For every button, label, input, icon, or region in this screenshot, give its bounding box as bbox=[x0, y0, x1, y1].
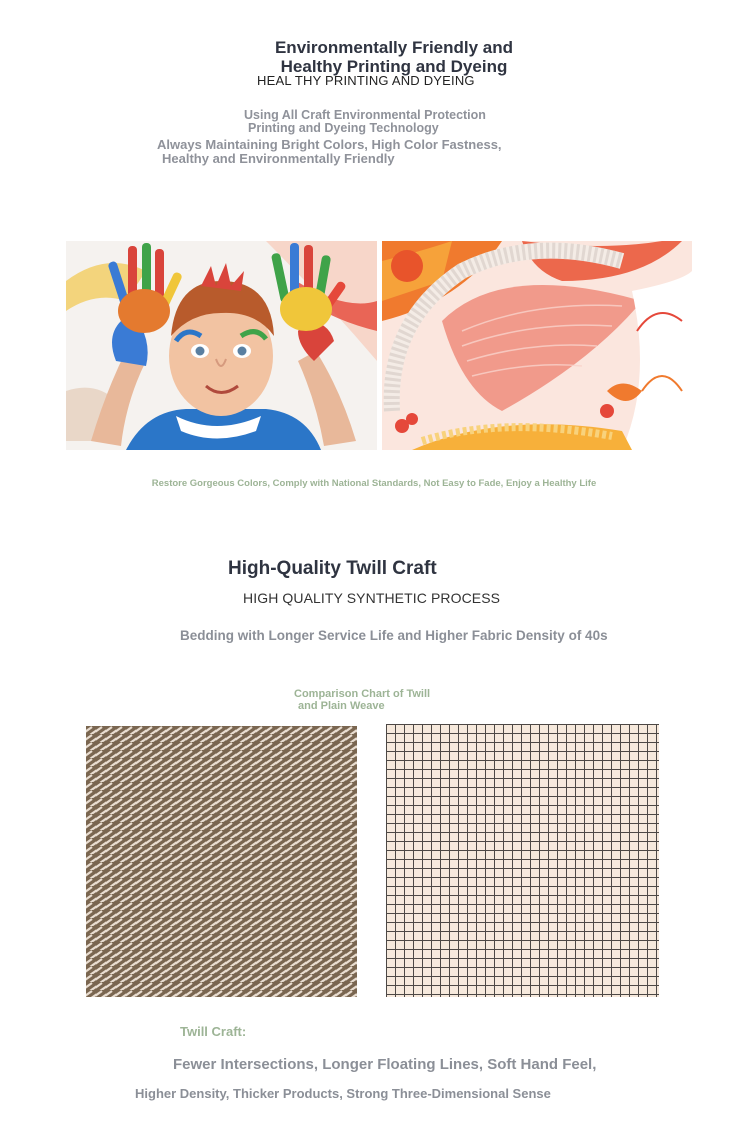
printing-caption: Restore Gorgeous Colors, Comply with National Standards, Not Easy to Fade, Enjoy a Healthy Life bbox=[151, 478, 597, 489]
twill-weave-swatch bbox=[86, 726, 357, 997]
plain-weave-swatch bbox=[386, 724, 659, 997]
subtitle-caps-twill: HIGH QUALITY SYNTHETIC PROCESS bbox=[243, 590, 501, 606]
floral-fitted-sheet-photo bbox=[382, 241, 692, 450]
twill-benefits-line-1: Fewer Intersections, Longer Floating Lines, Soft Hand Feel, bbox=[173, 1056, 597, 1073]
subtitle-caps-printing: HEAL THY PRINTING AND DYEING bbox=[257, 73, 475, 88]
comparison-chart-title bbox=[294, 689, 430, 712]
description-colors bbox=[157, 138, 502, 166]
twill-benefits-line-2: Higher Density, Thicker Products, Strong Three-Dimensional Sense bbox=[135, 1086, 551, 1101]
section-title-twill: High-Quality Twill Craft bbox=[228, 558, 437, 579]
description-craft bbox=[244, 109, 486, 135]
chart-title-line-2: and Plain Weave bbox=[298, 699, 385, 712]
section-title-printing bbox=[0, 38, 750, 76]
description-line-4: Healthy and Environmentally Friendly bbox=[162, 151, 395, 166]
description-line-1: Using All Craft Environmental Protection bbox=[244, 108, 486, 122]
description-line-2: Printing and Dyeing Technology bbox=[248, 121, 439, 135]
title-line-2: Healthy Printing and Dyeing bbox=[280, 57, 508, 76]
chart-title-line-1: Comparison Chart of Twill bbox=[294, 688, 431, 700]
title-line-1: Environmentally Friendly and bbox=[274, 38, 514, 57]
twill-craft-label: Twill Craft: bbox=[180, 1024, 247, 1039]
description-density: Bedding with Longer Service Life and Higher Fabric Density of 40s bbox=[180, 628, 608, 643]
description-line-3: Always Maintaining Bright Colors, High Color Fastness, bbox=[157, 137, 502, 152]
boy-painted-hands-photo bbox=[66, 241, 377, 450]
